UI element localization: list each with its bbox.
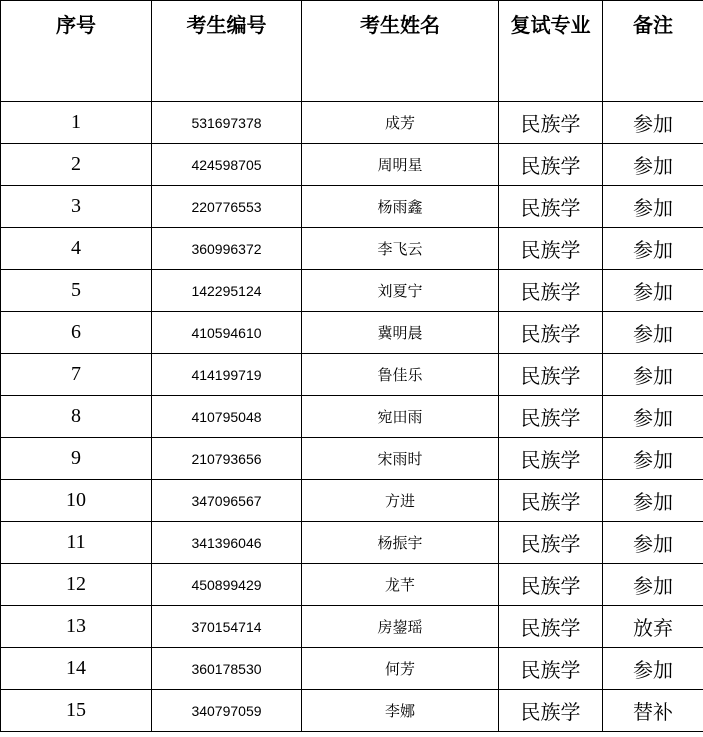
- major-cell: 民族学: [499, 102, 603, 144]
- candidate-name-cell: 李娜: [302, 690, 499, 732]
- candidate-name-cell: 宋雨时: [302, 438, 499, 480]
- header-name: 考生姓名: [302, 1, 499, 102]
- row-number: 11: [1, 522, 152, 564]
- candidate-name-cell: 李飞云: [302, 228, 499, 270]
- row-number: 7: [1, 354, 152, 396]
- row-number: 6: [1, 312, 152, 354]
- table-row: [1, 102, 703, 144]
- candidate-name-cell: 鲁佳乐: [302, 354, 499, 396]
- note-cell: 参加: [603, 186, 703, 228]
- exam-id-cell: 360178530: [152, 648, 302, 690]
- row-number: 4: [1, 228, 152, 270]
- exam-id-cell: 220776553: [152, 186, 302, 228]
- row-number: 1: [1, 102, 152, 144]
- header-major: 复试专业: [499, 1, 603, 102]
- candidate-name-cell: 杨雨鑫: [302, 186, 499, 228]
- row-number: 13: [1, 606, 152, 648]
- exam-id-cell: 410795048: [152, 396, 302, 438]
- table-row: [1, 606, 703, 648]
- major-cell: 民族学: [499, 648, 603, 690]
- major-cell: 民族学: [499, 354, 603, 396]
- table-row: [1, 312, 703, 354]
- exam-id-cell: 370154714: [152, 606, 302, 648]
- candidate-name-cell: 刘夏宁: [302, 270, 499, 312]
- table-row: [1, 396, 703, 438]
- table-body: [1, 102, 703, 732]
- major-cell: 民族学: [499, 606, 603, 648]
- note-cell: 参加: [603, 354, 703, 396]
- note-cell: 参加: [603, 228, 703, 270]
- table-row: [1, 270, 703, 312]
- exam-id-cell: 424598705: [152, 144, 302, 186]
- row-number: 15: [1, 690, 152, 732]
- table-row: [1, 144, 703, 186]
- row-number: 8: [1, 396, 152, 438]
- note-cell: 参加: [603, 144, 703, 186]
- major-cell: 民族学: [499, 186, 603, 228]
- note-cell: 参加: [603, 396, 703, 438]
- note-cell: 参加: [603, 522, 703, 564]
- exam-id-cell: 414199719: [152, 354, 302, 396]
- header-no: 序号: [1, 1, 152, 102]
- candidate-name-cell: 冀明晨: [302, 312, 499, 354]
- header-note: 备注: [603, 1, 703, 102]
- note-cell: 参加: [603, 564, 703, 606]
- candidate-name-cell: 周明星: [302, 144, 499, 186]
- row-number: 9: [1, 438, 152, 480]
- major-cell: 民族学: [499, 312, 603, 354]
- candidate-name-cell: 龙芊: [302, 564, 499, 606]
- candidate-name-cell: 杨振宇: [302, 522, 499, 564]
- exam-id-cell: 210793656: [152, 438, 302, 480]
- table-row: [1, 186, 703, 228]
- candidate-name-cell: 成芳: [302, 102, 499, 144]
- row-number: 5: [1, 270, 152, 312]
- major-cell: 民族学: [499, 480, 603, 522]
- note-cell: 参加: [603, 270, 703, 312]
- table-row: [1, 648, 703, 690]
- major-cell: 民族学: [499, 438, 603, 480]
- exam-id-cell: 142295124: [152, 270, 302, 312]
- exam-id-cell: 340797059: [152, 690, 302, 732]
- table-row: [1, 564, 703, 606]
- header-exam-id: 考生编号: [152, 1, 302, 102]
- major-cell: 民族学: [499, 270, 603, 312]
- row-number: 12: [1, 564, 152, 606]
- table-row: [1, 438, 703, 480]
- exam-id-cell: 450899429: [152, 564, 302, 606]
- note-cell: 放弃: [603, 606, 703, 648]
- row-number: 2: [1, 144, 152, 186]
- row-number: 10: [1, 480, 152, 522]
- exam-id-cell: 360996372: [152, 228, 302, 270]
- candidate-name-cell: 房鋆瑶: [302, 606, 499, 648]
- major-cell: 民族学: [499, 228, 603, 270]
- row-number: 14: [1, 648, 152, 690]
- major-cell: 民族学: [499, 144, 603, 186]
- note-cell: 参加: [603, 312, 703, 354]
- header-row: [1, 1, 703, 102]
- exam-id-cell: 341396046: [152, 522, 302, 564]
- table-row: [1, 690, 703, 732]
- note-cell: 参加: [603, 648, 703, 690]
- exam-id-cell: 410594610: [152, 312, 302, 354]
- major-cell: 民族学: [499, 690, 603, 732]
- exam-id-cell: 531697378: [152, 102, 302, 144]
- note-cell: 替补: [603, 690, 703, 732]
- candidate-name-cell: 何芳: [302, 648, 499, 690]
- major-cell: 民族学: [499, 564, 603, 606]
- table-row: [1, 480, 703, 522]
- major-cell: 民族学: [499, 396, 603, 438]
- exam-id-cell: 347096567: [152, 480, 302, 522]
- table-row: [1, 522, 703, 564]
- note-cell: 参加: [603, 480, 703, 522]
- note-cell: 参加: [603, 102, 703, 144]
- major-cell: 民族学: [499, 522, 603, 564]
- candidate-name-cell: 宛田雨: [302, 396, 499, 438]
- candidate-name-cell: 方进: [302, 480, 499, 522]
- table-row: [1, 228, 703, 270]
- row-number: 3: [1, 186, 152, 228]
- table-row: [1, 354, 703, 396]
- note-cell: 参加: [603, 438, 703, 480]
